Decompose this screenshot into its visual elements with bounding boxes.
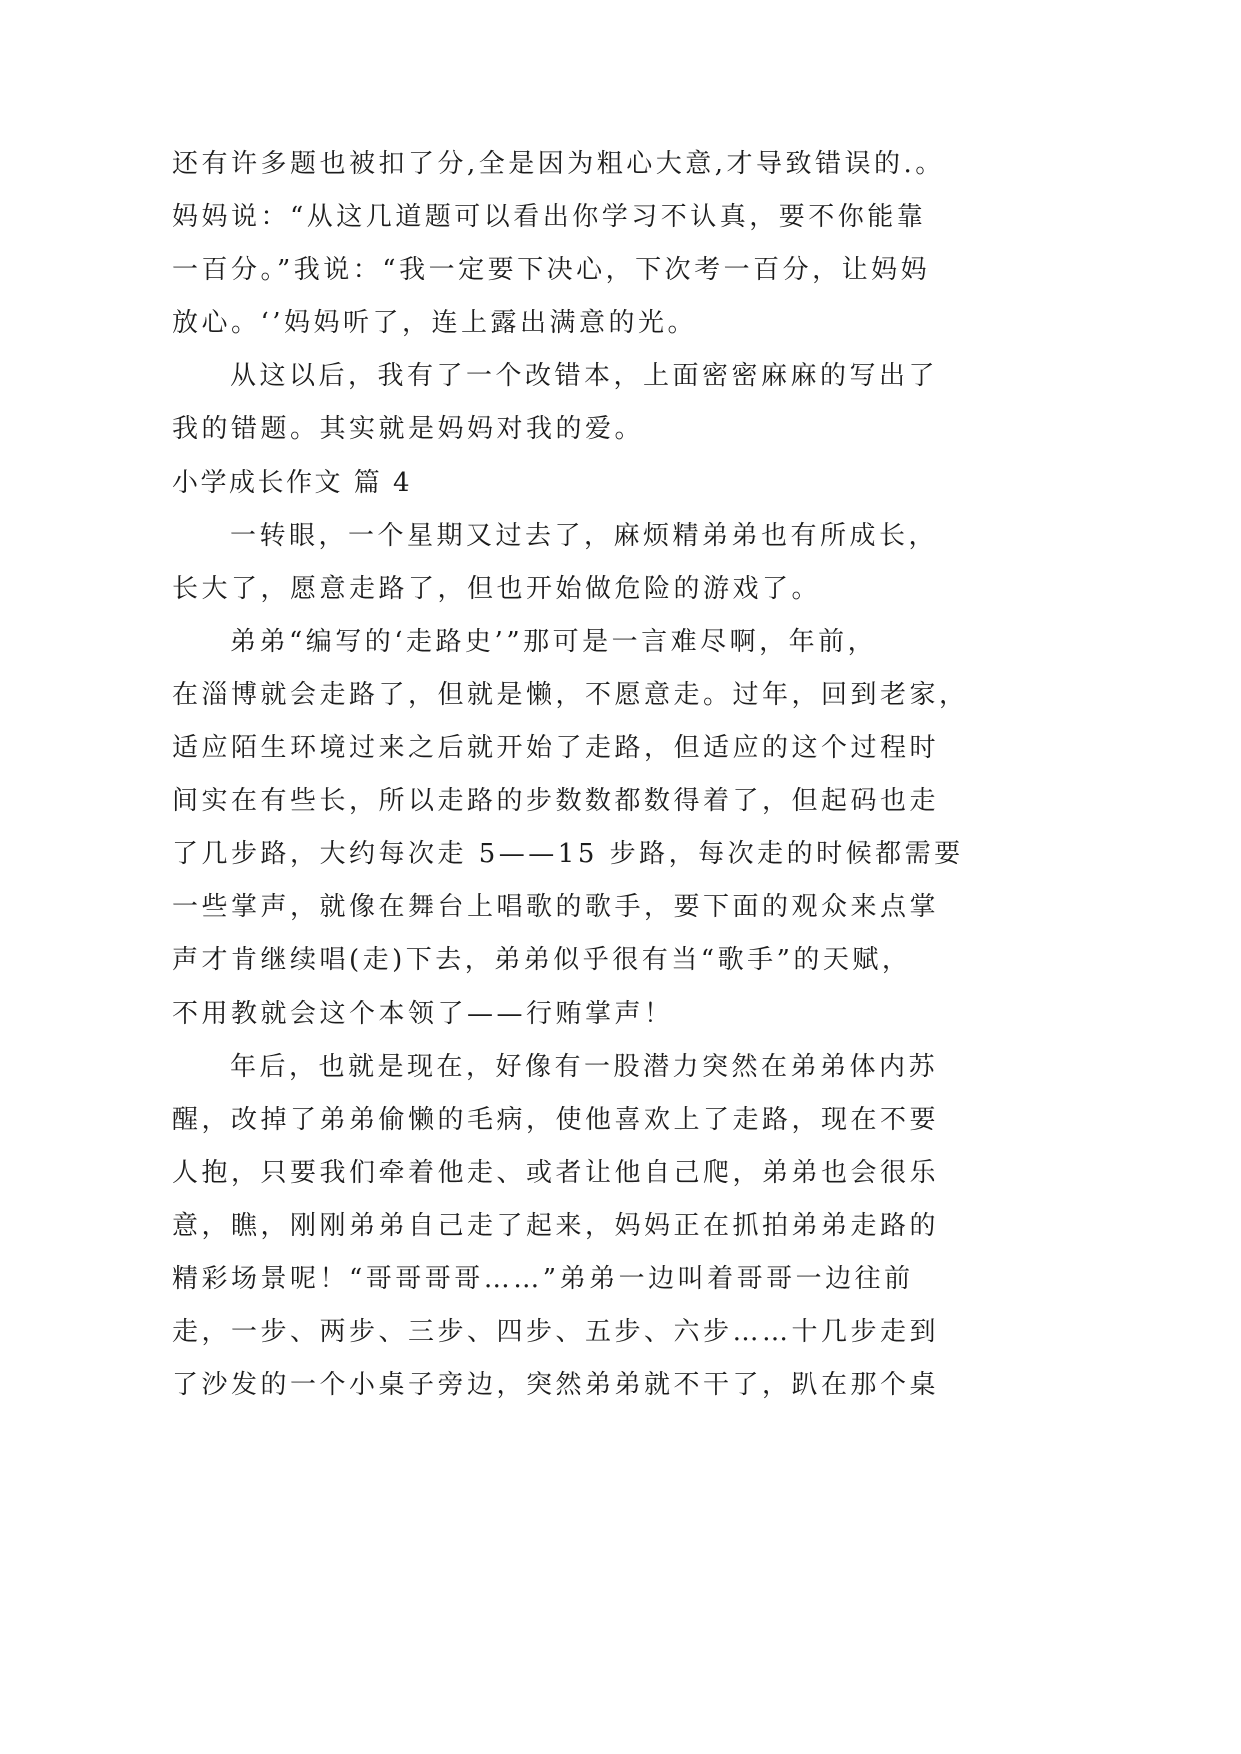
text-line: 醒，改掉了弟弟偷懒的毛病，使他喜欢上了走路，现在不要: [172, 1104, 940, 1135]
document-body: [172, 138, 1132, 1412]
text-line: 在淄博就会走路了，但就是懒，不愿意走。过年，回到老家，: [172, 679, 969, 710]
text-line: 妈妈说：“从这几道题可以看出你学习不认真，要不你能靠: [172, 202, 927, 233]
paragraph: [172, 1041, 1132, 1413]
text-line: 我的错题。其实就是妈妈对我的爱。: [172, 414, 645, 445]
text-line: 长大了，愿意走路了，但也开始做危险的游戏了。: [172, 573, 822, 604]
text-line: 还有许多题也被扣了分,全是因为粗心大意,才导致错误的.。: [172, 149, 945, 179]
paragraph: [172, 350, 1132, 456]
paragraph: [172, 616, 1132, 1041]
text-line: 一些掌声，就像在舞台上唱歌的歌手，要下面的观众来点掌: [172, 892, 940, 923]
paragraph: [172, 138, 1132, 350]
text-line: 了沙发的一个小桌子旁边，突然弟弟就不干了，趴在那个桌: [172, 1370, 940, 1401]
text-line: 走，一步、两步、三步、四步、五步、六步……十几步走到: [172, 1317, 940, 1348]
text-line: 精彩场景呢！“哥哥哥哥……”弟弟一边叫着哥哥一边往前: [172, 1263, 914, 1294]
text-line: 放心。‘’妈妈听了，连上露出满意的光。: [172, 308, 698, 339]
text-line: 弟弟“编写的‘走路史’”那可是一言难尽啊，年前，: [230, 626, 878, 657]
text-line: 从这以后，我有了一个改错本，上面密密麻麻的写出了: [230, 361, 939, 392]
paragraph: [172, 510, 1132, 616]
text-line: 年后，也就是现在，好像有一股潜力突然在弟弟体内苏: [230, 1051, 939, 1082]
text-line: 了几步路，大约每次走 5——15 步路，每次走的时候都需要: [172, 839, 964, 870]
text-line: 意，瞧，刚刚弟弟自己走了起来，妈妈正在抓拍弟弟走路的: [172, 1210, 940, 1241]
text-line: 不用教就会这个本领了——行贿掌声！: [172, 998, 674, 1029]
text-line: 声才肯继续唱(走)下去，弟弟似乎很有当“歌手”的天赋，: [172, 945, 912, 976]
text-line: 人抱，只要我们牵着他走、或者让他自己爬，弟弟也会很乐: [172, 1157, 940, 1188]
section-heading: 小学成长作文 篇 4: [172, 467, 413, 498]
text-line: 间实在有些长，所以走路的步数数都数得着了，但起码也走: [172, 786, 940, 817]
text-line: 适应陌生环境过来之后就开始了走路，但适应的这个过程时: [172, 733, 940, 764]
text-line: 一百分。”我说：“我一定要下决心，下次考一百分，让妈妈: [172, 255, 931, 286]
text-line: 一转眼，一个星期又过去了，麻烦精弟弟也有所成长，: [230, 520, 939, 551]
